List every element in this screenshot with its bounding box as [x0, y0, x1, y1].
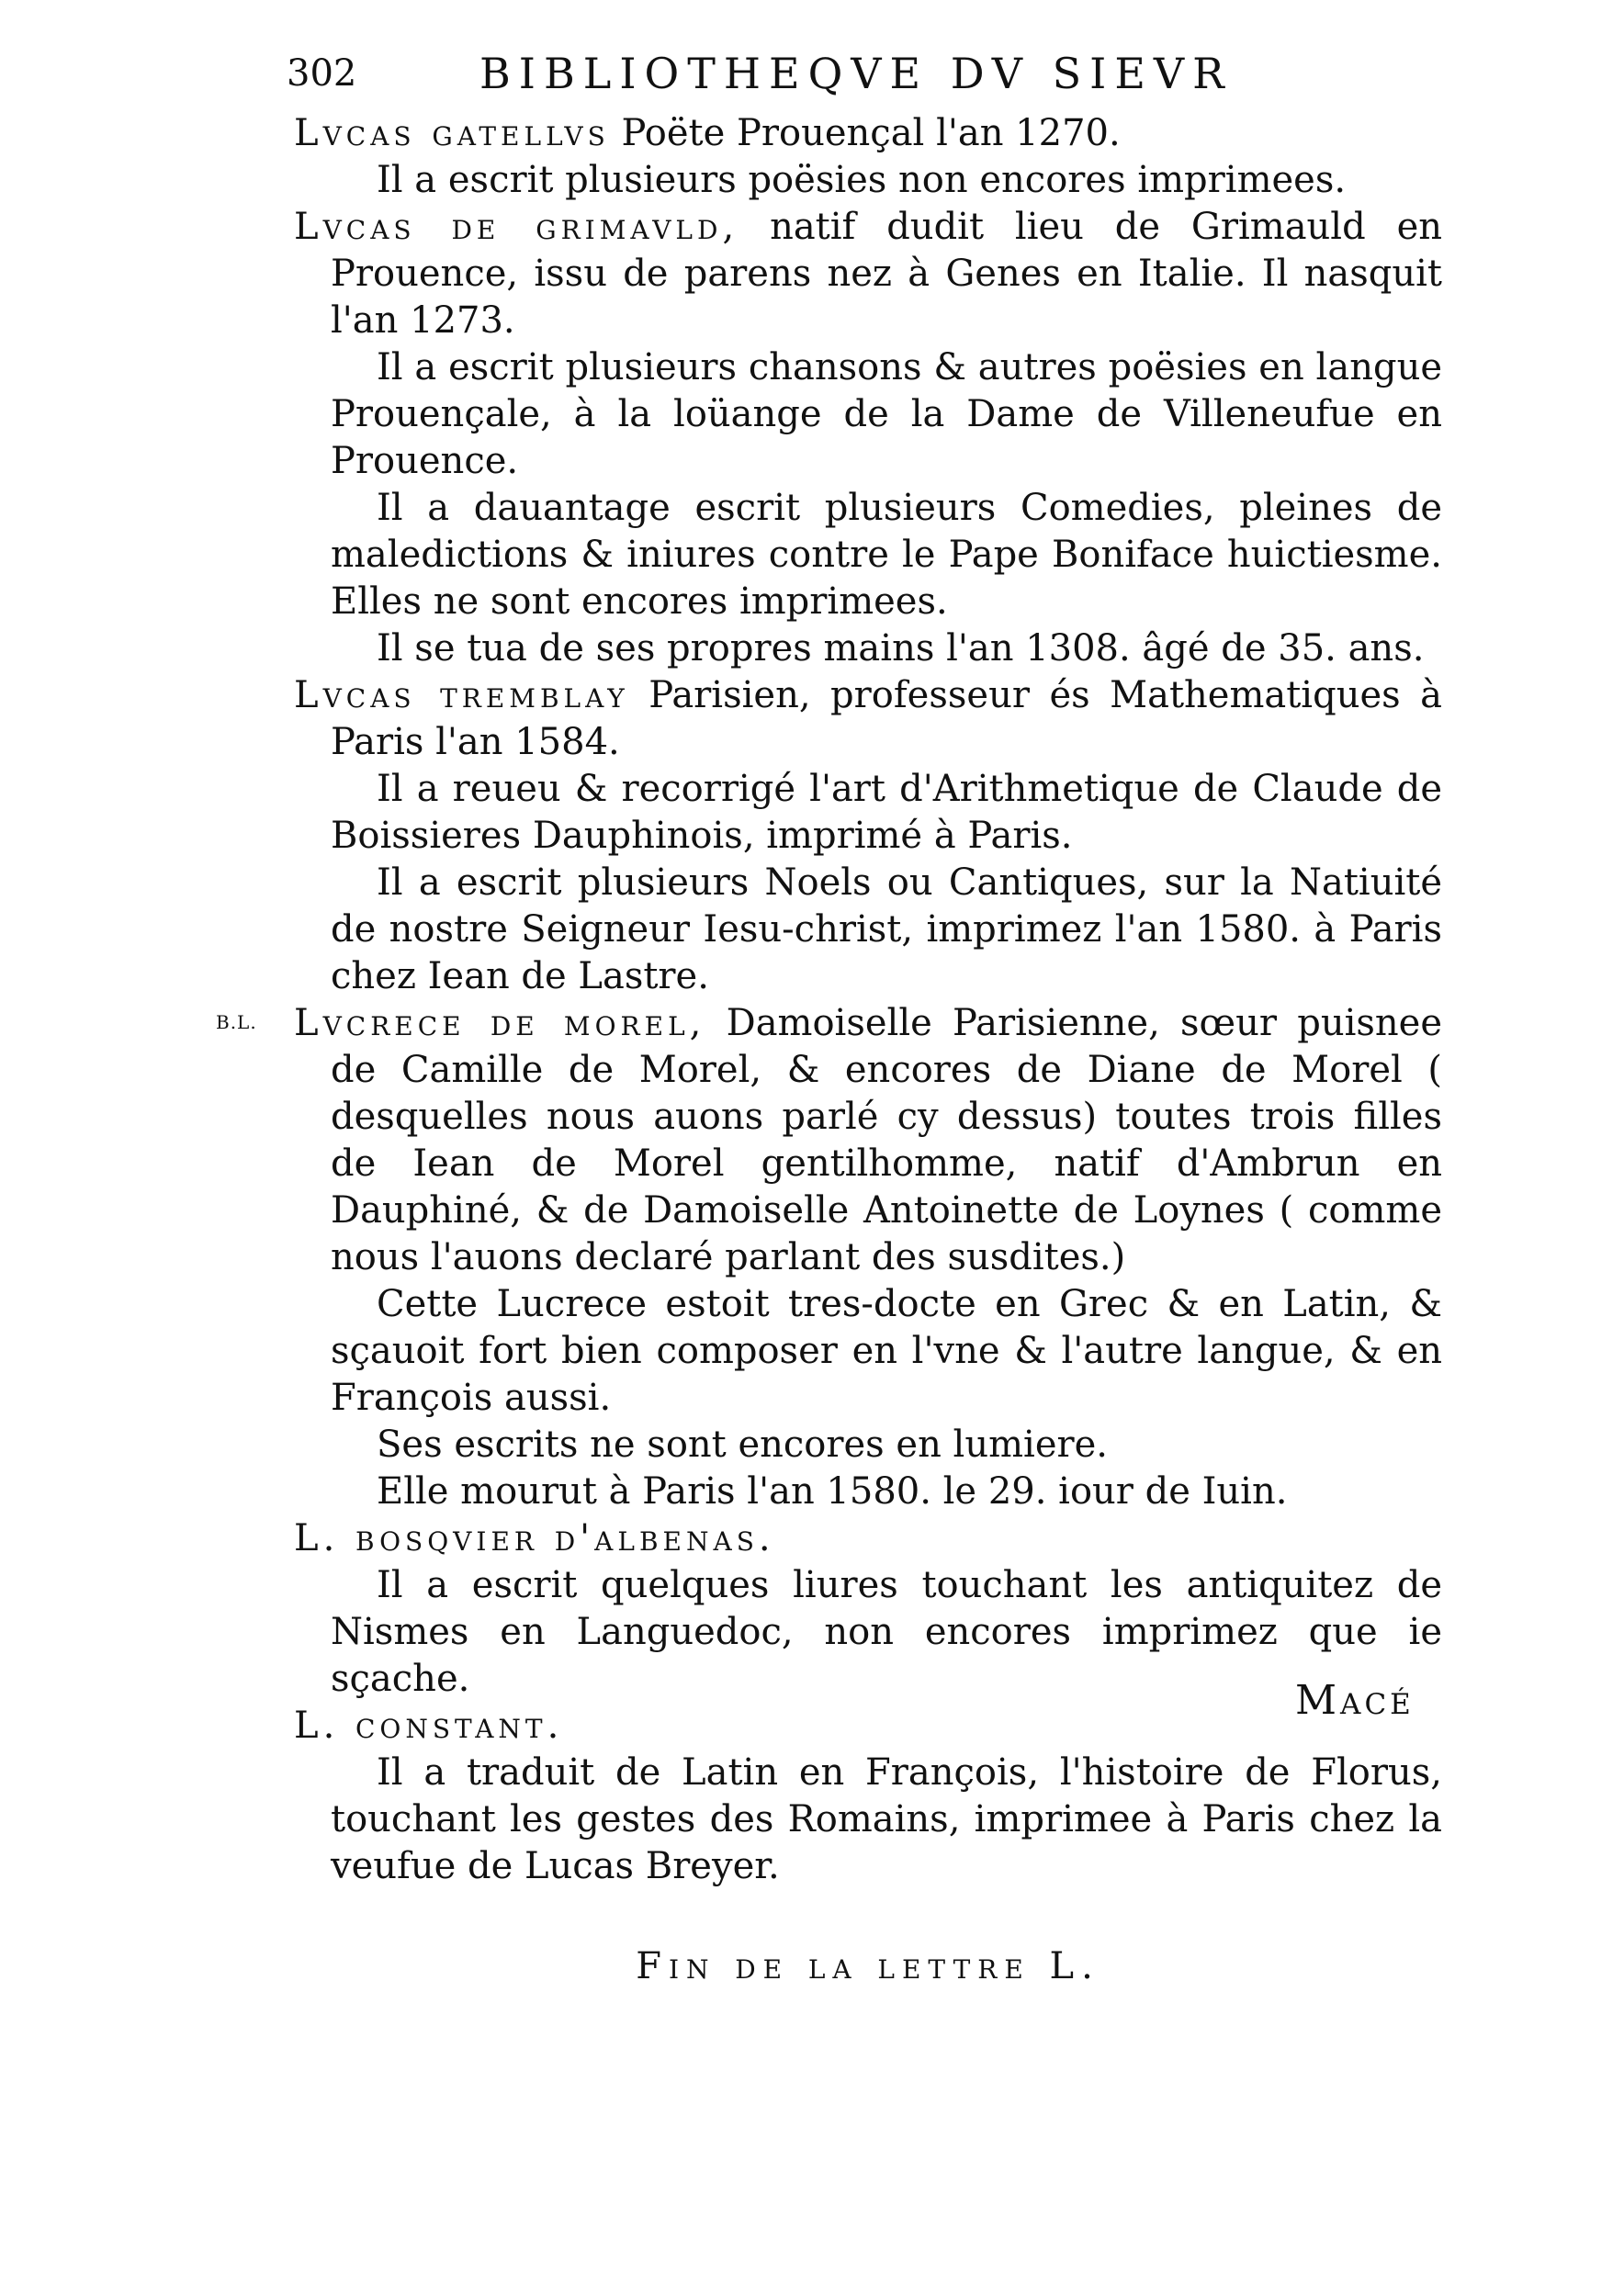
- entry-paragraph: Il a escrit plusieurs chansons & autres poësies en langue Prouençale, à la loüange de la Dame de Villeneufue en Prouence.: [331, 346, 1442, 482]
- entry-paragraph: Il a escrit plusieurs Noels ou Cantiques, sur la Natiuité de nostre Seigneur Iesu-christ, imprimez l'an 1580. à Paris chez Iean de Lastre.: [331, 861, 1442, 997]
- author-name: L. bosqvier d'albenas.: [294, 1517, 775, 1559]
- entry-heading: [294, 672, 1442, 766]
- entry-heading: [294, 1515, 1442, 1562]
- entry-paragraph: Il a escrit plusieurs poësies non encores imprimees.: [377, 159, 1347, 201]
- entry-lucas-de-grimauld: [294, 204, 1442, 672]
- entry-paragraph: Cette Lucrece estoit tres-docte en Grec & en Latin, & sçauoit fort bien composer en l'vne & l'autre langue, & en François aussi.: [331, 1283, 1442, 1419]
- entry-paragraph: Il a escrit quelques liures touchant les antiquitez de Nismes en Languedoc, non encores imprimez que ie sçache.: [331, 1564, 1442, 1700]
- entry-l-constant: [294, 1703, 1442, 1890]
- page-header: [287, 46, 1444, 101]
- entry-paragraph: Elle mourut à Paris l'an 1580. le 29. iour de Iuin.: [377, 1470, 1288, 1513]
- entry-heading-text: Damoiselle Parisienne, sœur puisnee de Camille de Morel, & encores de Diane de Morel ( desquelles nous auons parlé cy dessus) toutes trois filles de Iean de Morel gentilhomme, natif d'Ambrun en Dauphiné, & de Damoiselle Antoinette de Loynes ( comme nous l'auons declaré parlant des susdites.): [331, 1002, 1443, 1278]
- entry-lucrece-de-morel: [216, 1000, 1443, 1515]
- entry-paragraph: Il se tua de ses propres mains l'an 1308. âgé de 35. ans.: [377, 627, 1425, 670]
- entry-paragraph: Il a traduit de Latin en François, l'histoire de Florus, touchant les gestes des Romains, imprimee à Paris chez la veufue de Lucas Breyer.: [331, 1751, 1442, 1887]
- entry-paragraph: Ses escrits ne sont encores en lumiere.: [377, 1424, 1109, 1466]
- entry-heading: [294, 110, 1442, 157]
- entry-paragraph: Il a dauantage escrit plusieurs Comedies, pleines de maledictions & iniures contre le Pape Boniface huictiesme. Elles ne sont encores imprimees.: [331, 487, 1442, 623]
- catchword: Macé: [1295, 1677, 1415, 1724]
- entry-heading-text: Parisien, professeur és Mathematiques à Paris l'an 1584.: [331, 674, 1443, 763]
- closing-line: Fin de la lettre L.: [636, 1945, 1100, 1987]
- author-name: L. constant.: [294, 1705, 564, 1747]
- entry-heading-text: natif dudit lieu de Grimauld en Prouence, issu de parens nez à Genes en Italie. Il nasquit l'an 1273.: [331, 206, 1442, 342]
- author-name: Lvcas tremblay: [294, 674, 629, 716]
- entry-heading: [294, 204, 1442, 344]
- main-text: [216, 110, 1443, 2027]
- margin-note: B.L.: [216, 1011, 257, 1033]
- entry-heading-text: Poëte Prouençal l'an 1270.: [621, 112, 1121, 154]
- page-number: 302: [287, 52, 357, 95]
- entry-lucas-gatellus: [294, 110, 1442, 204]
- author-name: Lvcas de grimavld,: [294, 206, 739, 248]
- entry-lucas-tremblay: [294, 672, 1442, 1000]
- author-name: Lvcas gatellvs: [294, 112, 610, 154]
- entry-heading: [294, 1000, 1442, 1281]
- author-name: Lvcrece de morel,: [294, 1002, 706, 1044]
- entry-l-bosquier: [294, 1515, 1442, 1703]
- entry-heading: [294, 1703, 1442, 1750]
- running-title: BIBLIOTHEQVE DV SIEVR: [479, 49, 1233, 98]
- entry-paragraph: Il a reueu & recorrigé l'art d'Arithmetique de Claude de Boissieres Dauphinois, imprimé à Paris.: [331, 768, 1442, 857]
